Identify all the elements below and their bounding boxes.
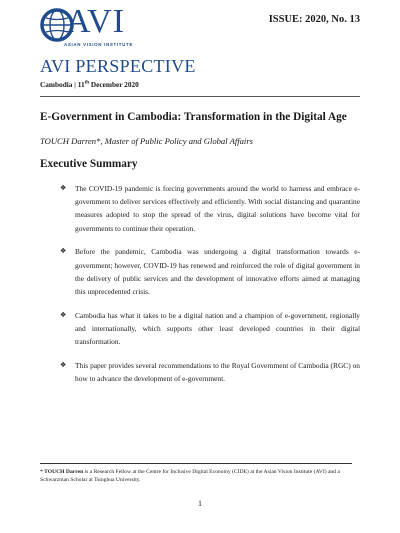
issue-number: ISSUE: 2020, No. 13 [268,14,360,25]
diamond-bullet-icon: ❖ [60,247,67,256]
logo-wordmark: AVI [66,3,126,40]
bullet-text: This paper provides several recommendations to the Royal Government of Cambodia (RGC) on how to advance the development of e-government. [75,360,360,383]
footnote-divider [40,463,352,464]
dateline-day: 11 [77,80,85,89]
dateline-suffix: th [84,80,90,86]
dateline-location: Cambodia [40,80,73,89]
diamond-bullet-icon: ❖ [60,184,67,192]
footnote [40,468,360,484]
diamond-bullet-icon: ❖ [60,360,67,369]
avi-logo [40,3,150,50]
summary-list [60,182,360,396]
logo-tagline: ASIAN VISION INSTITUTE [64,42,134,47]
bullet-text: Cambodia has what it takes to be a digital nation and a champion of e-government, regionally and internationally, which supports other least developed countries in their digital transformation. [75,310,360,347]
bullet-text: The COVID-19 pandemic is forcing governments around the world to harness and embrace e-government to deliver services effectively and efficiently. With social distancing and quarantine measures adopted to stop the spread of the virus, digital solutions have become vital for governments to continue their operation. [75,184,360,233]
author-affiliation: , Master of Public Policy and Global Affairs [100,136,254,146]
list-item [60,359,360,385]
list-item [60,182,360,235]
divider-top [40,96,360,97]
section-heading: Executive Summary [40,158,138,170]
footnote-text: is a Research Fellow at the Centre for Inclusive Digital Economy (CIDE) at the Asian Vision Institute (AVI) and a Schwarzman Scholar at Tsinghua University. [40,469,340,483]
article-title: E-Government in Cambodia: Transformation in the Digital Age [40,111,347,123]
author-name: TOUCH Darren* [40,136,101,146]
dateline-month-year: December 2020 [90,80,139,89]
bullet-text: Before the pandemic, Cambodia was undergoing a digital transformation towards e-government; however, COVID-19 has renewed and reinforced the role of digital government in the delivery of public services and the development of innovative efforts aimed at managing this unprecedented crisis. [75,247,360,296]
footnote-author: * TOUCH Darren [40,469,84,475]
list-item [60,309,360,349]
author-line [40,136,253,146]
diamond-bullet-icon: ❖ [60,310,67,319]
dateline: Cambodia | 11th December 2020 [40,80,139,89]
page-number: 1 [198,499,202,508]
series-title: AVI PERSPECTIVE [40,56,196,76]
list-item [60,245,360,298]
